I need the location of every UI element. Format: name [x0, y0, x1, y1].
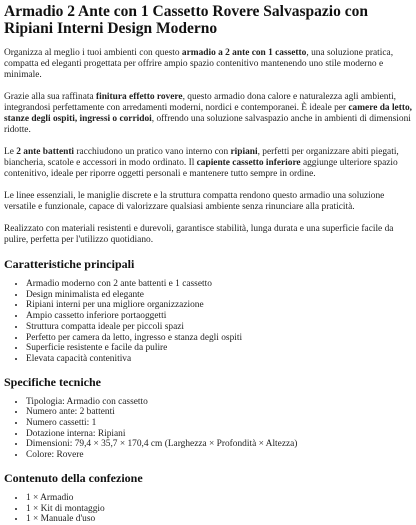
features-heading: Caratteristiche principali: [4, 257, 135, 271]
package-heading: Contenuto della confezione: [4, 470, 143, 485]
features-list: [4, 279, 412, 365]
package-list: [4, 493, 412, 525]
text: , questo armadio dona calore e naturalezza agli ambienti, integrandosi perfettamente con arredamenti moderni, nordici e contemporanei. È ideale per: [4, 92, 397, 113]
list-item: • Dotazione interna: Ripiani: [26, 429, 412, 440]
bold-text: armadio a 2 ante con 1 cassetto: [181, 48, 307, 58]
list-item: • Ampio cassetto inferiore portaoggetti: [26, 311, 412, 322]
bold-text: 2 ante battenti: [16, 147, 75, 157]
page-title: Armadio 2 Ante con 1 Cassetto Rovere Salvaspazio con Ripiani Interni Design Moderno: [4, 3, 368, 37]
bold-text: capiente cassetto inferiore: [196, 158, 301, 168]
specs-list: [4, 397, 412, 461]
list-item: • 1 × Kit di montaggio: [26, 504, 412, 515]
list-item: • Perfetto per camera da letto, ingresso e stanza degli ospiti: [26, 333, 412, 344]
bold-text: camere da letto, stanze degli ospiti, ingressi o corridoi: [4, 103, 412, 124]
text: aggiunge ulteriore spazio contenitivo, ideale per riporre oggetti personali e mantenere tutto sempre in ordine.: [4, 158, 398, 179]
list-item: • Elevata capacità contenitiva: [26, 354, 412, 365]
text: , offrendo una soluzione salvaspazio anche in ambienti di dimensioni ridotte.: [4, 114, 411, 135]
list-item: • Superficie resistente e facile da pulire: [26, 343, 412, 354]
list-item: • 1 × Manuale d'uso: [26, 514, 412, 525]
intro-paragraph-4: Le linee essenziali, le maniglie discrete e la struttura compatta rendono questo armadio una soluzione versatile e funzionale, capace di valorizzare qualsiasi ambiente senza rinunciare alla praticità.: [4, 191, 385, 212]
text: racchiudono un pratico vano interno con: [74, 147, 231, 157]
intro-paragraph-2: [4, 92, 412, 136]
list-item: • Dimensioni: 79,4 × 35,7 × 170,4 cm (Larghezza × Profondità × Altezza): [26, 439, 412, 450]
list-item: • 1 × Armadio: [26, 493, 412, 504]
bold-text: ripiani: [230, 147, 258, 157]
intro-paragraph-3: [4, 147, 412, 180]
specs-heading: Specifiche tecniche: [4, 374, 101, 389]
text: , una soluzione pratica, compatta ed eleganti progettata per offrire ampio spazio contenitivo mantenendo uno stile moderno e minimale.: [4, 48, 394, 80]
list-item: • Colore: Rovere: [26, 450, 412, 461]
list-item: • Armadio moderno con 2 ante battenti e 1 cassetto: [26, 279, 412, 290]
intro-paragraph-1: [4, 48, 412, 81]
text: Organizza al meglio i tuoi ambienti con questo: [4, 48, 182, 58]
list-item: • Tipologia: Armadio con cassetto: [26, 397, 412, 408]
intro-paragraph-5: Realizzato con materiali resistenti e durevoli, garantisce stabilità, lunga durata e una superficie facile da pulire, perfetta per l'utilizzo quotidiano.: [4, 224, 394, 245]
text: , perfetti per organizzare abiti piegati, biancheria, scatole e accessori in modo ordinato. Il: [4, 147, 399, 168]
list-item: • Struttura compatta ideale per piccoli spazi: [26, 322, 412, 333]
text: Grazie alla sua raffinata: [4, 92, 96, 102]
bold-text: finitura effetto rovere: [95, 92, 183, 102]
list-item: • Ripiani interni per una migliore organizzazione: [26, 300, 412, 311]
list-item: • Numero ante: 2 battenti: [26, 407, 412, 418]
text: Le: [4, 147, 17, 157]
list-item: • Design minimalista ed elegante: [26, 290, 412, 301]
list-item: • Numero cassetti: 1: [26, 418, 412, 429]
